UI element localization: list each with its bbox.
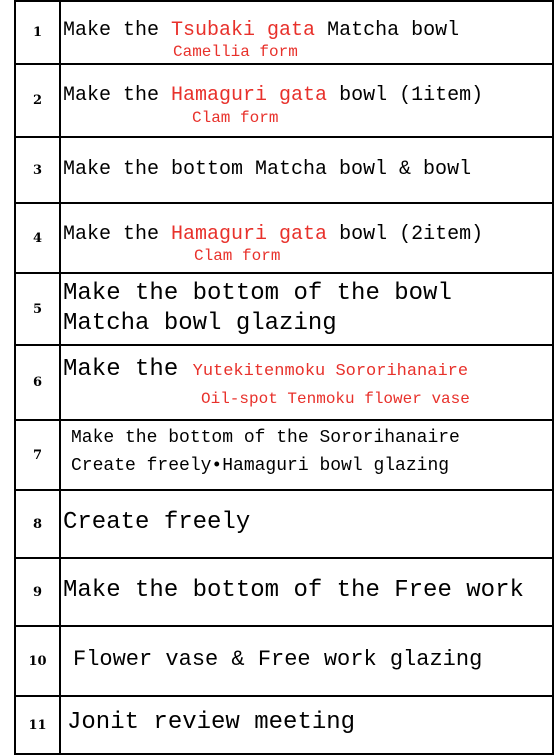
row-number: 4 bbox=[16, 204, 61, 272]
translation-text: Camellia form bbox=[173, 43, 298, 61]
table-row bbox=[16, 346, 552, 421]
row-number: 7 bbox=[16, 421, 61, 489]
table-row bbox=[16, 491, 552, 559]
text-segment: Matcha bowl bbox=[315, 19, 460, 42]
row-text: Matcha bowl glazing bbox=[63, 310, 337, 337]
text-segment: Make the bbox=[63, 84, 172, 107]
row-number: 10 bbox=[16, 627, 61, 695]
row-number: 5 bbox=[16, 274, 61, 344]
highlighted-text: Hamaguri gata bbox=[171, 223, 328, 246]
row-text: Create freely bbox=[63, 509, 251, 536]
table-row bbox=[16, 697, 552, 755]
translation-text: Clam form bbox=[194, 247, 281, 265]
table-row bbox=[16, 65, 552, 138]
table-row bbox=[16, 204, 552, 274]
row-text: Jonit review meeting bbox=[67, 709, 356, 736]
text-segment: bowl (1item) bbox=[327, 84, 484, 107]
row-text bbox=[63, 16, 459, 42]
row-text bbox=[63, 81, 483, 107]
translation-text: Clam form bbox=[192, 109, 279, 127]
row-text: Make the bottom of the bowl bbox=[63, 280, 452, 307]
row-content bbox=[61, 559, 552, 625]
row-number: 6 bbox=[16, 346, 61, 419]
row-text: Flower vase & Free work glazing bbox=[73, 647, 483, 672]
row-text: Create freely•Hamaguri bowl glazing bbox=[71, 456, 450, 476]
row-content bbox=[61, 697, 552, 753]
row-content bbox=[61, 274, 552, 344]
row-content bbox=[61, 204, 552, 272]
row-number: 3 bbox=[16, 138, 61, 202]
row-content bbox=[61, 421, 552, 489]
table-row bbox=[16, 0, 552, 65]
row-content bbox=[61, 65, 552, 136]
translation-text: Oil-spot Tenmoku flower vase bbox=[201, 390, 470, 408]
table-row bbox=[16, 138, 552, 204]
row-content bbox=[61, 627, 552, 695]
row-number: 8 bbox=[16, 491, 61, 557]
highlighted-text: Hamaguri gata bbox=[171, 84, 328, 107]
schedule-table bbox=[14, 0, 554, 755]
text-segment: bowl (2item) bbox=[327, 223, 484, 246]
table-row bbox=[16, 627, 552, 697]
row-number: 1 bbox=[16, 2, 61, 63]
row-content bbox=[61, 491, 552, 557]
table-row bbox=[16, 421, 552, 491]
table-row bbox=[16, 274, 552, 346]
row-number: 2 bbox=[16, 65, 61, 136]
text-segment: Make the bbox=[63, 356, 193, 383]
highlighted-text: Tsubaki gata bbox=[171, 19, 316, 42]
row-content bbox=[61, 346, 552, 419]
row-text: Make the bottom of the Sororihanaire bbox=[71, 428, 460, 448]
row-text: Make the bottom Matcha bowl & bowl bbox=[63, 158, 472, 181]
row-text bbox=[63, 220, 483, 246]
highlighted-text: Yutekitenmoku Sororihanaire bbox=[192, 362, 469, 381]
text-segment: Make the bbox=[63, 19, 172, 42]
row-text bbox=[63, 356, 468, 383]
row-number: 9 bbox=[16, 559, 61, 625]
row-text: Make the bottom of the Free work bbox=[63, 577, 524, 604]
row-number: 11 bbox=[16, 697, 61, 753]
row-content bbox=[61, 138, 552, 202]
text-segment: Make the bbox=[63, 223, 172, 246]
row-content bbox=[61, 2, 552, 63]
table-row bbox=[16, 559, 552, 627]
